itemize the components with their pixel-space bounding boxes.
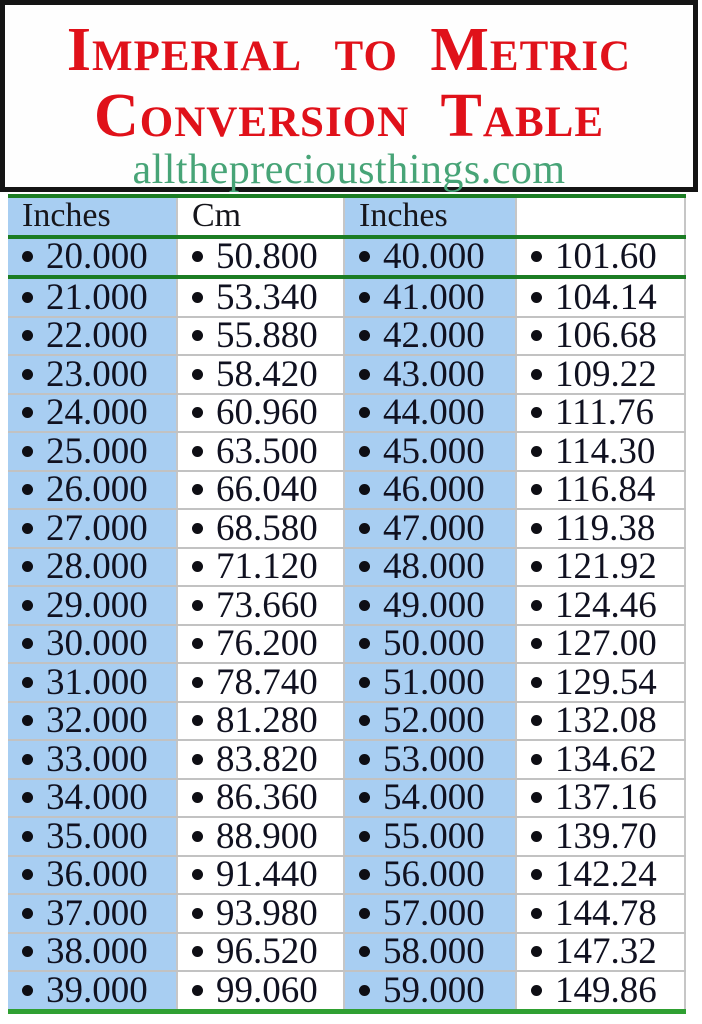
data-cell xyxy=(345,510,517,547)
table-row xyxy=(8,780,686,819)
table-row xyxy=(8,857,686,896)
cell-value: 48.000 xyxy=(383,548,485,585)
cell-value: 139.70 xyxy=(555,818,657,855)
conversion-table xyxy=(8,194,686,1014)
bullet-icon xyxy=(531,831,542,842)
bullet-icon xyxy=(531,754,542,765)
cell-value: 60.960 xyxy=(216,394,318,431)
bullet-icon xyxy=(22,831,33,842)
cell-value: 33.000 xyxy=(46,741,148,778)
cell-value: 36.000 xyxy=(46,856,148,893)
cell-value: 55.000 xyxy=(383,818,485,855)
data-cell xyxy=(517,279,686,316)
cell-value: 116.84 xyxy=(555,471,656,508)
data-cell xyxy=(345,318,517,355)
data-cell xyxy=(178,741,345,778)
header-cell xyxy=(345,198,517,235)
bullet-icon xyxy=(22,985,33,996)
cell-value: 142.24 xyxy=(555,856,657,893)
bullet-icon xyxy=(22,292,33,303)
data-cell xyxy=(517,626,686,663)
cell-value: 50.000 xyxy=(383,625,485,662)
data-cell xyxy=(8,972,178,1009)
cell-value: 46.000 xyxy=(383,471,485,508)
bullet-icon xyxy=(531,638,542,649)
bullet-icon xyxy=(531,446,542,457)
data-cell xyxy=(178,395,345,432)
cell-value: 93.980 xyxy=(216,895,318,932)
bullet-icon xyxy=(359,754,370,765)
table-row xyxy=(8,356,686,395)
bullet-icon xyxy=(192,715,203,726)
data-cell xyxy=(345,818,517,855)
data-cell xyxy=(178,626,345,663)
bullet-icon xyxy=(359,484,370,495)
data-cell xyxy=(345,664,517,701)
cell-value: 127.00 xyxy=(555,625,657,662)
data-cell xyxy=(517,472,686,509)
cell-value: 63.500 xyxy=(216,433,318,470)
bullet-icon xyxy=(192,985,203,996)
cell-value: 39.000 xyxy=(46,972,148,1009)
bullet-icon xyxy=(22,407,33,418)
cell-value: 20.000 xyxy=(46,238,148,275)
data-cell xyxy=(345,780,517,817)
cell-value: 34.000 xyxy=(46,779,148,816)
cell-value: 50.800 xyxy=(216,238,318,275)
data-cell xyxy=(345,857,517,894)
cell-value: 53.000 xyxy=(383,741,485,778)
bullet-icon xyxy=(22,908,33,919)
cell-value: 41.000 xyxy=(383,279,485,316)
bullet-icon xyxy=(531,600,542,611)
header-label: Cm xyxy=(192,198,242,235)
data-cell xyxy=(345,356,517,393)
table-row xyxy=(8,433,686,472)
bullet-icon xyxy=(531,330,542,341)
bullet-icon xyxy=(192,792,203,803)
cell-value: 40.000 xyxy=(383,238,485,275)
bullet-icon xyxy=(192,946,203,957)
data-cell xyxy=(8,279,178,316)
data-cell xyxy=(517,895,686,932)
bullet-icon xyxy=(359,831,370,842)
table-row xyxy=(8,318,686,357)
data-cell xyxy=(178,587,345,624)
cell-value: 21.000 xyxy=(46,279,148,316)
bullet-icon xyxy=(192,446,203,457)
cell-value: 23.000 xyxy=(46,356,148,393)
cell-value: 28.000 xyxy=(46,548,148,585)
data-cell xyxy=(517,664,686,701)
data-cell xyxy=(8,395,178,432)
data-cell xyxy=(8,703,178,740)
table-row xyxy=(8,395,686,434)
cell-value: 31.000 xyxy=(46,664,148,701)
table-row xyxy=(8,895,686,934)
data-cell xyxy=(8,741,178,778)
bullet-icon xyxy=(359,908,370,919)
cell-value: 55.880 xyxy=(216,317,318,354)
bullet-icon xyxy=(192,523,203,534)
bullet-icon xyxy=(22,677,33,688)
data-cell xyxy=(8,239,178,276)
cell-value: 134.62 xyxy=(555,741,657,778)
cell-value: 111.76 xyxy=(555,394,655,431)
bullet-icon xyxy=(359,251,370,262)
data-cell xyxy=(8,587,178,624)
header-label: Inches xyxy=(359,198,448,235)
data-cell xyxy=(178,703,345,740)
data-cell xyxy=(8,472,178,509)
data-cell xyxy=(178,356,345,393)
data-cell xyxy=(345,934,517,971)
cell-value: 56.000 xyxy=(383,856,485,893)
bullet-icon xyxy=(22,869,33,880)
cell-value: 96.520 xyxy=(216,933,318,970)
data-cell xyxy=(345,587,517,624)
bullet-icon xyxy=(531,407,542,418)
bullet-icon xyxy=(359,561,370,572)
cell-value: 124.46 xyxy=(555,587,657,624)
cell-value: 144.78 xyxy=(555,895,657,932)
bullet-icon xyxy=(531,561,542,572)
data-cell xyxy=(8,780,178,817)
data-cell xyxy=(8,356,178,393)
header-box xyxy=(0,0,698,192)
bullet-icon xyxy=(192,251,203,262)
data-cell xyxy=(8,318,178,355)
bullet-icon xyxy=(192,292,203,303)
bullet-icon xyxy=(22,251,33,262)
data-cell xyxy=(517,510,686,547)
data-cell xyxy=(517,703,686,740)
cell-value: 43.000 xyxy=(383,356,485,393)
table-row xyxy=(8,472,686,511)
cell-value: 109.22 xyxy=(555,356,657,393)
data-cell xyxy=(8,433,178,470)
bullet-icon xyxy=(359,600,370,611)
cell-value: 58.420 xyxy=(216,356,318,393)
bullet-icon xyxy=(192,600,203,611)
cell-value: 83.820 xyxy=(216,741,318,778)
bullet-icon xyxy=(192,330,203,341)
data-cell xyxy=(517,857,686,894)
data-cell xyxy=(345,741,517,778)
bullet-icon xyxy=(22,561,33,572)
cell-value: 71.120 xyxy=(216,548,318,585)
data-cell xyxy=(178,239,345,276)
bullet-icon xyxy=(22,715,33,726)
bullet-icon xyxy=(359,677,370,688)
cell-value: 137.16 xyxy=(555,779,657,816)
bullet-icon xyxy=(192,677,203,688)
data-cell xyxy=(517,239,686,276)
header-cell xyxy=(178,198,345,235)
bullet-icon xyxy=(359,715,370,726)
bullet-icon xyxy=(531,715,542,726)
header-cell xyxy=(8,198,178,235)
bullet-icon xyxy=(22,330,33,341)
bullet-icon xyxy=(531,484,542,495)
bullet-icon xyxy=(359,369,370,380)
bullet-icon xyxy=(359,946,370,957)
cell-value: 24.000 xyxy=(46,394,148,431)
cell-value: 88.900 xyxy=(216,818,318,855)
bullet-icon xyxy=(359,292,370,303)
cell-value: 121.92 xyxy=(555,548,657,585)
bullet-icon xyxy=(22,523,33,534)
bullet-icon xyxy=(359,446,370,457)
cell-value: 147.32 xyxy=(555,933,657,970)
data-cell xyxy=(517,433,686,470)
cell-value: 78.740 xyxy=(216,664,318,701)
table-row xyxy=(8,510,686,549)
data-cell xyxy=(345,703,517,740)
data-cell xyxy=(345,972,517,1009)
data-cell xyxy=(517,549,686,586)
cell-value: 22.000 xyxy=(46,317,148,354)
cell-value: 114.30 xyxy=(555,433,656,470)
bullet-icon xyxy=(22,600,33,611)
table-row xyxy=(8,549,686,588)
cell-value: 58.000 xyxy=(383,933,485,970)
data-cell xyxy=(8,934,178,971)
bullet-icon xyxy=(192,561,203,572)
table-row xyxy=(8,934,686,973)
data-cell xyxy=(178,510,345,547)
bullet-icon xyxy=(22,446,33,457)
bullet-icon xyxy=(192,369,203,380)
data-cell xyxy=(345,433,517,470)
cell-value: 32.000 xyxy=(46,702,148,739)
data-cell xyxy=(345,549,517,586)
bullet-icon xyxy=(359,869,370,880)
cell-value: 42.000 xyxy=(383,317,485,354)
data-cell xyxy=(178,895,345,932)
cell-value: 49.000 xyxy=(383,587,485,624)
data-cell xyxy=(178,433,345,470)
table-row xyxy=(8,741,686,780)
bullet-icon xyxy=(531,523,542,534)
data-cell xyxy=(178,780,345,817)
table-row xyxy=(8,972,686,1009)
bullet-icon xyxy=(192,754,203,765)
cell-value: 53.340 xyxy=(216,279,318,316)
data-cell xyxy=(8,510,178,547)
table-row xyxy=(8,664,686,703)
data-cell xyxy=(178,549,345,586)
data-cell xyxy=(345,395,517,432)
bullet-icon xyxy=(531,292,542,303)
data-cell xyxy=(517,780,686,817)
data-cell xyxy=(8,895,178,932)
cell-value: 44.000 xyxy=(383,394,485,431)
header-label: Inches xyxy=(22,198,111,235)
data-cell xyxy=(345,626,517,663)
cell-value: 35.000 xyxy=(46,818,148,855)
data-cell xyxy=(345,472,517,509)
bullet-icon xyxy=(531,985,542,996)
cell-value: 81.280 xyxy=(216,702,318,739)
table-row xyxy=(8,239,686,276)
header-cell xyxy=(517,198,686,235)
title-line-2: Conversion Table xyxy=(93,82,605,150)
data-cell xyxy=(178,472,345,509)
cell-value: 45.000 xyxy=(383,433,485,470)
bullet-icon xyxy=(359,985,370,996)
cell-value: 57.000 xyxy=(383,895,485,932)
data-cell xyxy=(8,626,178,663)
cell-value: 68.580 xyxy=(216,510,318,547)
title-line-1: Imperial to Metric xyxy=(66,16,632,84)
bullet-icon xyxy=(192,484,203,495)
data-cell xyxy=(178,318,345,355)
cell-value: 38.000 xyxy=(46,933,148,970)
cell-value: 30.000 xyxy=(46,625,148,662)
data-cell xyxy=(517,395,686,432)
cell-value: 66.040 xyxy=(216,471,318,508)
cell-value: 86.360 xyxy=(216,779,318,816)
cell-value: 54.000 xyxy=(383,779,485,816)
data-cell xyxy=(345,279,517,316)
table-row xyxy=(8,818,686,857)
cell-value: 149.86 xyxy=(555,972,657,1009)
bullet-icon xyxy=(359,523,370,534)
bullet-icon xyxy=(22,638,33,649)
cell-value: 47.000 xyxy=(383,510,485,547)
cell-value: 25.000 xyxy=(46,433,148,470)
table-row xyxy=(8,279,686,318)
cell-value: 104.14 xyxy=(555,279,657,316)
bullet-icon xyxy=(192,407,203,418)
data-cell xyxy=(517,934,686,971)
green-divider xyxy=(8,1009,686,1014)
cell-value: 106.68 xyxy=(555,317,657,354)
data-cell xyxy=(345,895,517,932)
bullet-icon xyxy=(192,869,203,880)
cell-value: 59.000 xyxy=(383,972,485,1009)
bullet-icon xyxy=(22,792,33,803)
cell-value: 99.060 xyxy=(216,972,318,1009)
data-cell xyxy=(8,857,178,894)
data-cell xyxy=(517,356,686,393)
bullet-icon xyxy=(22,484,33,495)
data-cell xyxy=(178,857,345,894)
cell-value: 73.660 xyxy=(216,587,318,624)
bullet-icon xyxy=(359,638,370,649)
cell-value: 76.200 xyxy=(216,625,318,662)
cell-value: 129.54 xyxy=(555,664,657,701)
bullet-icon xyxy=(22,369,33,380)
cell-value: 37.000 xyxy=(46,895,148,932)
website-text: allthepreciousthings.com xyxy=(132,147,566,193)
cell-value: 29.000 xyxy=(46,587,148,624)
data-cell xyxy=(178,818,345,855)
bullet-icon xyxy=(531,869,542,880)
data-cell xyxy=(178,934,345,971)
bullet-icon xyxy=(22,754,33,765)
bullet-icon xyxy=(192,638,203,649)
bullet-icon xyxy=(359,792,370,803)
data-cell xyxy=(517,741,686,778)
table-row xyxy=(8,626,686,665)
cell-value: 27.000 xyxy=(46,510,148,547)
cell-value: 119.38 xyxy=(555,510,656,547)
data-cell xyxy=(517,587,686,624)
bullet-icon xyxy=(531,369,542,380)
data-cell xyxy=(517,972,686,1009)
cell-value: 52.000 xyxy=(383,702,485,739)
bullet-icon xyxy=(192,908,203,919)
bullet-icon xyxy=(359,330,370,341)
bullet-icon xyxy=(192,831,203,842)
data-cell xyxy=(178,279,345,316)
data-cell xyxy=(345,239,517,276)
cell-value: 91.440 xyxy=(216,856,318,893)
cell-value: 51.000 xyxy=(383,664,485,701)
bullet-icon xyxy=(531,677,542,688)
data-cell xyxy=(8,664,178,701)
table-row xyxy=(8,587,686,626)
cell-value: 101.60 xyxy=(555,238,657,275)
bullet-icon xyxy=(359,407,370,418)
data-cell xyxy=(517,318,686,355)
data-cell xyxy=(517,818,686,855)
data-cell xyxy=(8,818,178,855)
bullet-icon xyxy=(22,946,33,957)
table-row xyxy=(8,703,686,742)
cell-value: 26.000 xyxy=(46,471,148,508)
data-cell xyxy=(178,972,345,1009)
data-cell xyxy=(8,549,178,586)
bullet-icon xyxy=(531,251,542,262)
cell-value: 132.08 xyxy=(555,702,657,739)
bullet-icon xyxy=(531,908,542,919)
bullet-icon xyxy=(531,946,542,957)
bullet-icon xyxy=(531,792,542,803)
data-cell xyxy=(178,664,345,701)
table-header-row xyxy=(8,198,686,235)
